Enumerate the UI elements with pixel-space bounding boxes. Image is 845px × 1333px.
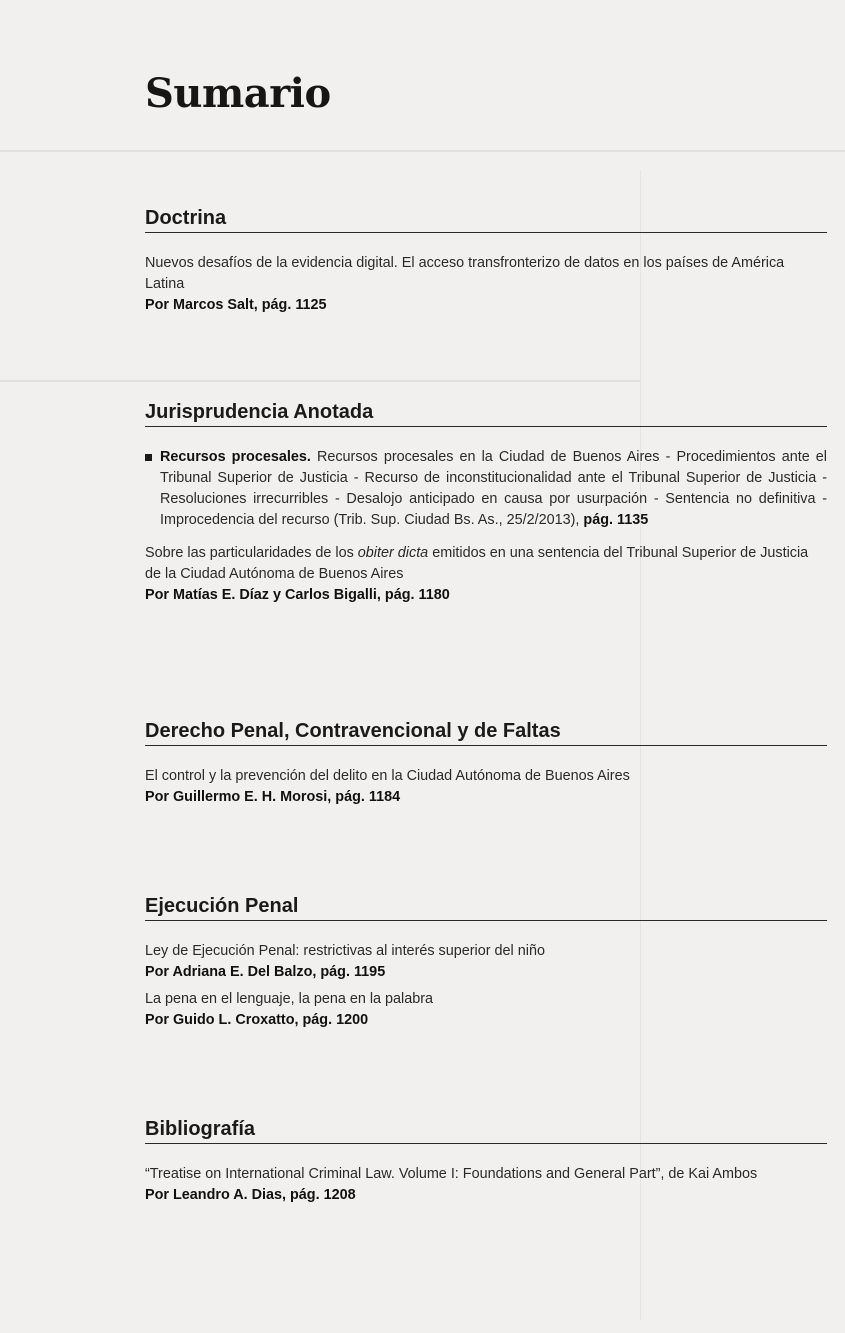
article-title: Ley de Ejecución Penal: restrictivas al interés superior del niño	[145, 943, 545, 959]
page-title: Sumario	[145, 70, 331, 117]
case-description: Recursos procesales en la Ciudad de Buenos Aires - Procedimientos ante el Tribunal Superior de Justicia - Recurso de inconstitucionalidad ante el Tribunal Superior de Justicia - Resoluciones irrecurribles - Desalojo anticipado en causa por usurpación - Sentencia no definitiva - Improcedencia del recurso (Trib. Sup. Ciudad Bs. As., 25/2/2013),	[160, 449, 827, 528]
article-author: Por Guido L. Croxatto, pág. 1200	[145, 1012, 369, 1028]
article-entry	[145, 989, 827, 1031]
article-entry	[145, 543, 827, 606]
section-heading: Ejecución Penal	[145, 894, 827, 921]
bullet-icon	[145, 454, 152, 461]
section-derecho-penal	[145, 719, 827, 814]
article-entry	[145, 253, 827, 316]
article-author: Por Adriana E. Del Balzo, pág. 1195	[145, 964, 386, 980]
bleed-through-rule	[0, 380, 640, 382]
article-author: Por Matías E. Díaz y Carlos Bigalli, pág. 1180	[145, 587, 450, 603]
article-title: El control y la prevención del delito en la Ciudad Autónoma de Buenos Aires	[145, 768, 630, 784]
section-heading: Derecho Penal, Contravencional y de Faltas	[145, 719, 827, 746]
article-author: Por Guillermo E. H. Morosi, pág. 1184	[145, 789, 401, 805]
section-heading: Jurisprudencia Anotada	[145, 400, 827, 427]
article-title-pre: Sobre las particularidades de los	[145, 545, 358, 561]
bleed-through-rule	[0, 150, 845, 152]
article-entry	[145, 1164, 827, 1206]
article-author: Por Leandro A. Dias, pág. 1208	[145, 1187, 356, 1203]
article-title-italic: obiter dicta	[357, 545, 429, 561]
article-title-post: emitidos en una sentencia del Tribunal Superior de Justicia de la Ciudad Autónoma de Buenos Aires	[145, 545, 809, 582]
article-title: “Treatise on International Criminal Law. Volume I: Foundations and General Part”, de Kai Ambos	[145, 1166, 758, 1182]
article-title: Nuevos desafíos de la evidencia digital. El acceso transfronterizo de datos en los países de América Latina	[145, 255, 785, 292]
case-entry	[145, 447, 827, 531]
case-page: pág. 1135	[579, 512, 649, 528]
case-lead: Recursos procesales.	[160, 449, 311, 465]
article-entry	[145, 766, 827, 808]
section-ejecucion-penal	[145, 894, 827, 1037]
section-heading: Bibliografía	[145, 1117, 827, 1144]
article-author: Por Marcos Salt, pág. 1125	[145, 297, 327, 313]
article-entry	[145, 941, 827, 983]
case-text	[160, 447, 827, 531]
section-doctrina	[145, 206, 827, 322]
section-heading: Doctrina	[145, 206, 827, 233]
article-title: La pena en el lenguaje, la pena en la palabra	[145, 991, 434, 1007]
section-bibliografia	[145, 1117, 827, 1212]
section-jurisprudencia	[145, 400, 827, 612]
